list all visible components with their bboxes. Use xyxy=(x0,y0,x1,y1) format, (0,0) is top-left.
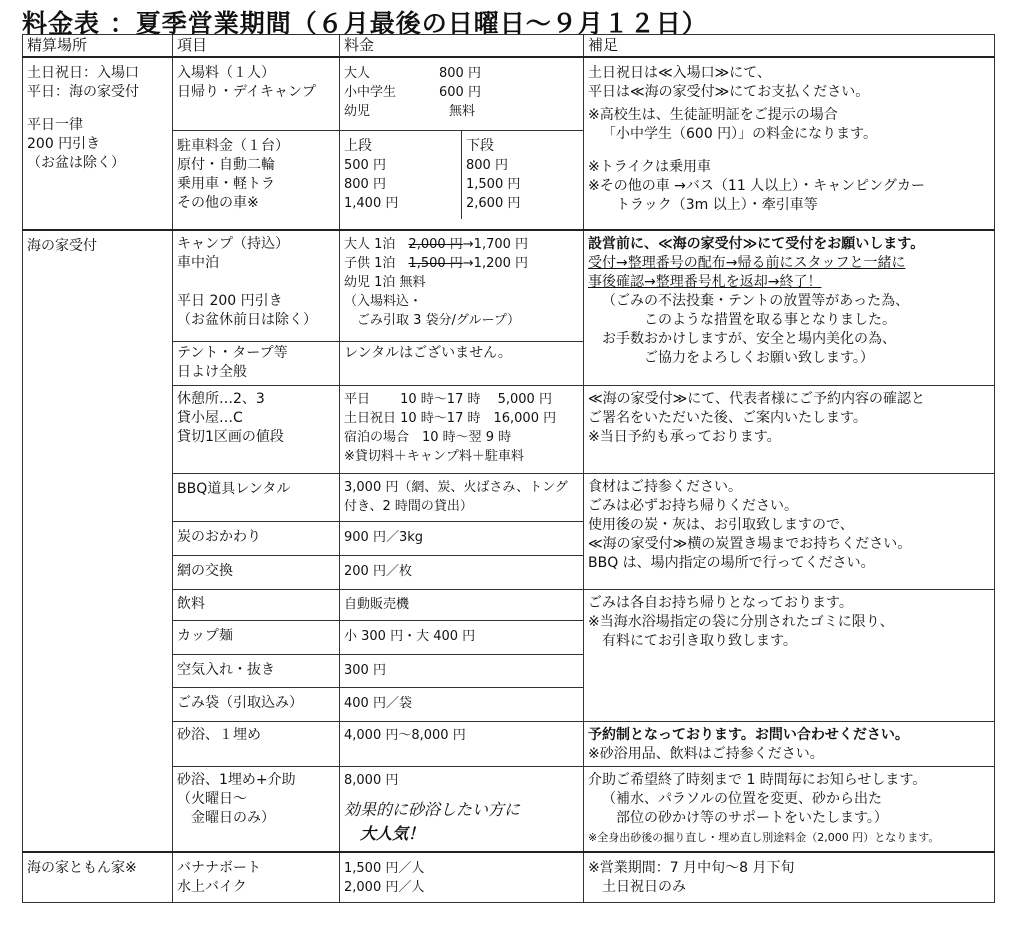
price-line: 1,500 円／人 xyxy=(344,861,425,876)
note-cell xyxy=(584,589,995,721)
camp-new-price: →1,700 円 xyxy=(462,237,529,252)
item-line: 駐車料金（１台） xyxy=(177,137,289,154)
note-line: このような措置を取る事となりました。 xyxy=(644,312,896,328)
place-line: 平日：海の家受付 xyxy=(27,84,139,100)
price-cell: 900 円／3kg xyxy=(340,521,584,555)
price-line: 3,000 円（網、炭、火ばさみ、トング xyxy=(344,479,568,495)
note-line: （補水、パラソルの位置を変更、砂から出た xyxy=(602,790,882,807)
item-cell: 砂浴、１埋め xyxy=(173,721,340,766)
price-line: 土日祝日 10 時～17 時 16,000 円 xyxy=(344,410,557,426)
item-cell: 炭のおかわり xyxy=(173,521,340,555)
note-line: 平日は≪海の家受付≫にてお支払ください。 xyxy=(588,84,870,100)
note-line: 食材はご持参ください。 xyxy=(588,478,742,495)
item-cell xyxy=(173,341,340,385)
note-line: ごみは必ずお持ち帰りください。 xyxy=(588,497,798,514)
item-line: バナナボート xyxy=(177,860,261,876)
item-cell: カップ麺 xyxy=(173,620,340,654)
price-line: 平日 10 時～17 時 5,000 円 xyxy=(344,391,552,407)
camp-old-price: 1,500 円 xyxy=(408,256,463,271)
camp-new-price: →1,200 円 xyxy=(462,256,529,271)
parking-lower xyxy=(462,131,583,219)
item-line: その他の車※ xyxy=(177,194,259,211)
note-line: 予約制となっております。お問い合わせください。 xyxy=(588,726,909,743)
header-place: 精算場所 xyxy=(23,35,173,58)
item-cell xyxy=(173,766,340,852)
place-line: 200 円引き xyxy=(27,136,101,152)
price-line: ※貸切料＋キャンプ料＋駐車料 xyxy=(344,448,524,464)
price-label: 幼児 xyxy=(344,104,371,119)
place-line: 平日一律 xyxy=(27,117,83,133)
header-note: 補足 xyxy=(584,35,995,58)
item-line: 貸切1区画の値段 xyxy=(177,428,284,445)
note-line: ※高校生は、生徒証明証をご提示の場合 xyxy=(588,107,838,123)
parking-price-cell xyxy=(340,130,584,230)
note-line: ※営業期間：7 月中旬～8 月下旬 xyxy=(588,860,795,876)
note-line: 使用後の炭・灰は、お引取致しますので、 xyxy=(588,516,854,533)
camp-old-price: 2,000 円 xyxy=(408,237,463,252)
price-cell xyxy=(340,852,584,902)
item-line: テント・タープ等 xyxy=(177,344,288,361)
item-cell: 飲料 xyxy=(173,589,340,620)
table-row xyxy=(23,852,995,902)
price-value: 無料 xyxy=(449,104,476,119)
note-line: ※トライクは乗用車 xyxy=(588,159,712,175)
price-label: 小中学生 xyxy=(344,85,397,100)
item-line: 金曜日のみ） xyxy=(191,809,275,826)
item-cell xyxy=(173,852,340,902)
item-cell xyxy=(173,130,340,230)
note-line: （ごみの不法投棄・テントの放置等があった為、 xyxy=(602,293,910,309)
parking-upper-value: 1,400 円 xyxy=(344,195,399,211)
note-line: ご署名をいただいた後、ご案内いたします。 xyxy=(588,409,867,426)
price-line: 2,000 円／人 xyxy=(344,880,425,895)
price-value: 800 円 xyxy=(439,66,481,81)
note-line: ≪海の家受付≫横の炭置き場までお持ちください。 xyxy=(588,535,912,552)
parking-lower-value: 2,600 円 xyxy=(466,195,521,211)
item-cell: BBQ道具レンタル xyxy=(173,473,340,521)
note-spacer xyxy=(588,144,990,158)
emphasis-line: 大人気！ xyxy=(360,823,425,843)
item-line: （火曜日～ xyxy=(177,790,247,807)
note-line: 有料にてお引き取り致します。 xyxy=(602,632,797,649)
note-line: ご協力をよろしくお願い致します。） xyxy=(644,350,874,366)
note-line-small: ※全身出砂後の掘り直し・埋め直し別途料金（2,000 円）となります。 xyxy=(588,830,940,844)
note-cell xyxy=(584,473,995,589)
price-line: 宿泊の場合 10 時～翌 9 時 xyxy=(344,429,512,445)
note-line: 「小中学生（600 円）」の料金になります。 xyxy=(602,126,878,142)
camp-infant: 幼児 1泊 無料 xyxy=(344,275,426,290)
note-line: お手数おかけしますが、安全と場内美化の為、 xyxy=(602,331,896,347)
note-cell xyxy=(584,852,995,902)
item-line: 乗用車・軽トラ xyxy=(177,175,275,192)
note-line: ※当日予約も承っております。 xyxy=(588,428,781,445)
price-cell xyxy=(340,385,584,473)
emphasis-line: 効果的に砂浴したい方に xyxy=(344,799,521,819)
note-line: ※当海水浴場指定の袋に分別されたゴミに限り、 xyxy=(588,613,894,630)
parking-lower-value: 800 円 xyxy=(466,157,508,173)
price-cell: 300 円 xyxy=(340,654,584,687)
camp-label: 大人 1泊 xyxy=(344,237,396,252)
item-line: 車中泊 xyxy=(177,255,219,271)
item-cell xyxy=(173,230,340,341)
note-line: 事後確認→整理番号札を返却→終了！ xyxy=(588,274,822,290)
place-cell: 海の家受付 xyxy=(23,230,173,852)
note-line: 土日祝日のみ xyxy=(602,879,686,895)
note-line: トラック（3m 以上）・牽引車等 xyxy=(616,197,818,213)
item-cell xyxy=(173,385,340,473)
note-line: 設営前に、≪海の家受付≫にて受付をお願いします。 xyxy=(588,236,925,252)
price-cell: 200 円／枚 xyxy=(340,555,584,589)
price-cell: 小 300 円・大 400 円 xyxy=(340,620,584,654)
item-line: 原付・自動二輪 xyxy=(177,156,275,173)
price-label: 大人 xyxy=(344,66,371,81)
item-line: 貸小屋…C xyxy=(177,409,243,426)
price-value: 600 円 xyxy=(439,85,481,100)
note-cell xyxy=(584,385,995,473)
price-line: 付き、2 時間の貸出） xyxy=(344,498,473,514)
note-line: ≪海の家受付≫にて、代表者様にご予約内容の確認と xyxy=(588,390,926,407)
header-price: 料金 xyxy=(340,35,584,58)
item-line: 日帰り・デイキャンプ xyxy=(177,84,317,100)
note-line: 受付→整理番号の配布→帰る前にスタッフと一緒に xyxy=(588,255,906,271)
price-cell xyxy=(340,230,584,341)
place-line: 土日祝日：入場口 xyxy=(27,65,139,81)
note-line: 介助ご希望終了時刻まで 1 時間毎にお知らせします。 xyxy=(588,771,927,788)
item-line: 砂浴、1埋め+介助 xyxy=(177,771,296,788)
note-line: 土日祝日は≪入場口≫にて、 xyxy=(588,65,772,81)
note-cell xyxy=(584,721,995,766)
parking-upper-value: 800 円 xyxy=(344,176,386,192)
note-line: ごみは各自お持ち帰りとなっております。 xyxy=(588,594,853,611)
note-cell xyxy=(584,230,995,385)
item-line: 日よけ全般 xyxy=(177,363,247,380)
note-line: 部位の砂かけ等のサポートをいたします。） xyxy=(616,809,888,826)
header-item: 項目 xyxy=(173,35,340,58)
price-cell: 自動販売機 xyxy=(340,589,584,620)
place-cell: 海の家ともん家※ xyxy=(23,852,173,902)
price-cell xyxy=(340,766,584,852)
page-title: 料金表 ：夏季営業期間（６月最後の日曜日～９月１２日） xyxy=(22,9,708,38)
place-cell xyxy=(23,57,173,230)
table-row xyxy=(23,57,995,130)
item-cell: 空気入れ・抜き xyxy=(173,654,340,687)
camp-extra: ごみ引取 3 袋分/グループ） xyxy=(357,313,521,328)
parking-lower-head: 下段 xyxy=(466,137,494,154)
parking-upper-head: 上段 xyxy=(344,137,372,154)
item-line: 休憩所…2、3 xyxy=(177,390,265,407)
table-row xyxy=(23,230,995,341)
item-line: （お盆休前日は除く） xyxy=(177,312,317,328)
item-line: 平日 200 円引き xyxy=(177,293,283,309)
note-cell xyxy=(584,766,995,852)
item-spacer xyxy=(177,273,335,292)
item-line: 入場料（１人） xyxy=(177,65,275,81)
table-header-row xyxy=(23,35,995,58)
note-line: ※砂浴用品、飲料はご持参ください。 xyxy=(588,745,824,762)
parking-upper-value: 500 円 xyxy=(344,157,386,173)
price-table xyxy=(22,34,995,903)
price-cell: 400 円／袋 xyxy=(340,687,584,721)
item-cell: ごみ袋（引取込み） xyxy=(173,687,340,721)
note-line: ※その他の車 →バス（11 人以上）・キャンピングカー xyxy=(588,178,925,194)
price-line: 8,000 円 xyxy=(344,772,399,788)
price-cell: レンタルはございません。 xyxy=(340,341,584,385)
item-line: キャンプ（持込） xyxy=(177,236,289,252)
price-cell: 4,000 円～8,000 円 xyxy=(340,721,584,766)
price-cell xyxy=(340,57,584,130)
camp-extra: （入場料込・ xyxy=(344,294,423,309)
price-cell xyxy=(340,473,584,521)
item-cell: 網の交換 xyxy=(173,555,340,589)
parking-upper xyxy=(340,131,462,219)
place-line: （お盆は除く） xyxy=(27,155,125,171)
item-cell xyxy=(173,57,340,130)
note-cell xyxy=(584,57,995,230)
place-spacer xyxy=(27,102,168,116)
item-line: 水上バイク xyxy=(177,879,247,895)
note-line: BBQ は、場内指定の場所で行ってください。 xyxy=(588,554,875,571)
camp-label: 子供 1泊 xyxy=(344,256,396,271)
parking-lower-value: 1,500 円 xyxy=(466,176,521,192)
